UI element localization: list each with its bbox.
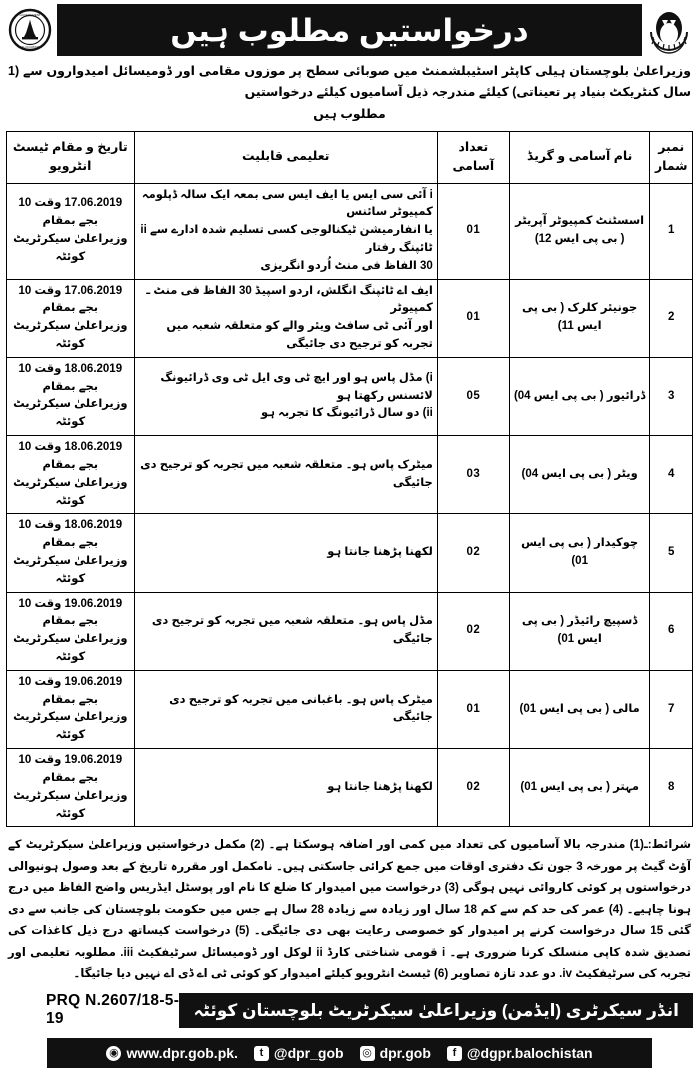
post-grade: ( بی پی ایس 01) (521, 537, 591, 567)
instagram-link[interactable] (360, 1045, 431, 1061)
post-title: ڈرائیور (606, 389, 646, 402)
row-test-date (7, 670, 135, 748)
svg-text:GOVERNMENT: GOVERNMENT (19, 13, 41, 17)
row-post-grade (509, 279, 650, 357)
chief-minister-secretariat-seal-icon (6, 4, 54, 56)
row-serial: 8 (650, 749, 693, 827)
table-body (7, 183, 693, 827)
row-test-date (7, 183, 135, 279)
test-datetime: 18.06.2019 وقت 10 بجے بمقام (18, 519, 123, 550)
test-datetime: 17.06.2019 وقت 10 بجے بمقام (18, 284, 123, 315)
post-title: اسسٹنٹ کمپیوٹر آپریٹر (515, 215, 645, 228)
row-serial: 3 (650, 357, 693, 435)
row-post-grade (509, 436, 650, 514)
row-post-grade (509, 357, 650, 435)
row-vacancy-count: 02 (437, 592, 509, 670)
row-serial: 6 (650, 592, 693, 670)
table-header-row (7, 131, 693, 183)
row-test-date (7, 436, 135, 514)
conditions-section (6, 834, 693, 984)
test-datetime: 19.06.2019 وقت 10 بجے بمقام (18, 754, 123, 784)
svg-text:BALOCHISTAN: BALOCHISTAN (19, 45, 41, 49)
table-row (7, 514, 693, 592)
column-header-test-date: تاریخ و مقام ٹیسٹ انٹرویو (7, 131, 135, 183)
header (6, 4, 693, 56)
row-qualification (134, 514, 437, 592)
row-test-date (7, 592, 135, 670)
prq-number: PRQ N.2607/18-5-19 (46, 992, 180, 1028)
row-post-grade (509, 592, 650, 670)
column-header-post-grade: نام آسامی و گریڈ (509, 131, 650, 183)
row-vacancy-count: 05 (437, 357, 509, 435)
intro-line-1: وزیراعلیٰ بلوچستان ہیلی کاپٹر اسٹیبلشمنٹ میں صوبائی سطح پر موزوں مقامی اور ڈومیسائل امیدواروں سے (1 سال کنٹریکٹ بنیاد پر تعیناتی) کیلئے مندرجہ ذیل آسامیوں کیلئے درخواستیں (8, 64, 691, 100)
column-header-qualification: تعلیمی قابلیت (134, 131, 437, 183)
qualification-line: میٹرک پاس ہو۔ متعلقہ شعبہ میں تجربہ کو ترجیح دی جائیگی (140, 458, 433, 489)
qualification-line: 30 الفاظ فی منٹ اُردو انگریزی (260, 259, 433, 272)
row-post-grade (509, 514, 650, 592)
post-grade: ( بی پی ایس 11) (522, 302, 602, 333)
row-post-grade (509, 670, 650, 748)
qualification-line: اور آئی ٹی سافٹ ویئر والے کو متعلقہ شعبہ میں تجربہ کو ترجیح دی جائیگی (166, 320, 433, 350)
qualification-line: i آئی سی ایس یا ایف ایس سی بمعہ ایک سالہ ڈپلومہ کمپیوٹر سائنس (141, 188, 433, 219)
qualification-line: یا انفارمیشن ٹیکنالوجی کسی تسلیم شدہ ادارے سے ii ٹائپنگ رفتار (140, 224, 433, 254)
test-venue: وزیراعلیٰ سیکرٹریٹ کوئٹہ (13, 476, 128, 507)
facebook-handle: @dgpr.balochistan (466, 1045, 593, 1062)
row-qualification (134, 670, 437, 748)
post-title: جونیئر کلرک (567, 302, 638, 315)
twitter-handle: @dpr_gob (273, 1045, 344, 1062)
test-datetime: 19.06.2019 وقت 10 بجے بمقام (18, 675, 123, 706)
test-datetime: 17.06.2019 وقت 10 بجے بمقام (18, 197, 123, 228)
table-row (7, 183, 693, 279)
row-serial: 5 (650, 514, 693, 592)
test-venue: وزیراعلیٰ سیکرٹریٹ کوئٹہ (13, 320, 128, 350)
test-venue: وزیراعلیٰ سیکرٹریٹ کوئٹہ (13, 789, 128, 820)
qualification-line: لکھنا پڑھنا جانتا ہو (327, 780, 433, 793)
row-test-date (7, 279, 135, 357)
test-venue: وزیراعلیٰ سیکرٹریٹ کوئٹہ (13, 398, 128, 429)
row-vacancy-count: 02 (437, 749, 509, 827)
post-grade: ( بی پی ایس 01) (519, 702, 610, 715)
facebook-link[interactable] (447, 1045, 593, 1061)
post-grade: ( بی پی ایس 04) (513, 389, 604, 402)
page-title: درخواستیں مطلوب ہیں (57, 4, 642, 56)
table-row (7, 436, 693, 514)
post-title: مالی (612, 702, 640, 715)
row-test-date (7, 357, 135, 435)
qualification-line: میٹرک پاس ہو۔ باغبانی میں تجربہ کو ترجیح دی جائیگی (169, 693, 433, 724)
twitter-link[interactable] (254, 1045, 344, 1061)
test-venue: وزیراعلیٰ سیکرٹریٹ کوئٹہ (13, 233, 128, 263)
test-venue: وزیراعلیٰ سیکرٹریٹ کوئٹہ (13, 554, 128, 585)
balochistan-government-emblem-icon (645, 4, 693, 56)
qualification-line: i) مڈل پاس ہو اور ایچ ٹی وی ایل ٹی وی ڈرائیونگ لائسنس رکھتا ہو (160, 371, 433, 402)
post-title: مہتر (613, 780, 639, 793)
row-test-date (7, 514, 135, 592)
test-datetime: 18.06.2019 وقت 10 بجے بمقام (18, 362, 123, 393)
table-row (7, 749, 693, 827)
test-datetime: 18.06.2019 وقت 10 بجے بمقام (18, 441, 123, 471)
post-grade: ( بی پی ایس 12) (534, 233, 625, 246)
instagram-handle: dpr.gob (379, 1045, 431, 1062)
row-post-grade (509, 183, 650, 279)
intro-line-2: مطلوب ہیں (313, 106, 386, 121)
row-test-date (7, 749, 135, 827)
table-row (7, 279, 693, 357)
qualification-line: مڈل پاس ہو۔ متعلقہ شعبہ میں تجربہ کو ترجیح دی جائیگی (151, 615, 433, 646)
jobs-table (6, 131, 693, 828)
post-title: چوکیدار (594, 537, 639, 550)
row-serial: 2 (650, 279, 693, 357)
conditions-label: شرائط:ـ (643, 838, 691, 852)
website-link[interactable] (106, 1045, 237, 1061)
website-label: www.dpr.gob.pk. (126, 1045, 238, 1062)
post-title: ڈسپیچ رائیڈر (567, 615, 638, 628)
intro-paragraph (6, 61, 693, 125)
table-row (7, 670, 693, 748)
row-qualification (134, 357, 437, 435)
test-venue: وزیراعلیٰ سیکرٹریٹ کوئٹہ (13, 633, 128, 663)
row-qualification (134, 279, 437, 357)
table-row (7, 357, 693, 435)
globe-icon: ◉ (106, 1046, 121, 1061)
twitter-icon: t (254, 1046, 269, 1061)
row-vacancy-count: 03 (437, 436, 509, 514)
row-vacancy-count: 01 (437, 183, 509, 279)
post-title: ویٹر (614, 467, 638, 480)
column-header-serial: نمبر شمار (650, 131, 693, 183)
column-header-vacancy-count: تعداد آسامی (437, 131, 509, 183)
row-post-grade (509, 749, 650, 827)
test-venue: وزیراعلیٰ سیکرٹریٹ کوئٹہ (13, 711, 128, 742)
table-row (7, 592, 693, 670)
post-grade: ( بی پی ایس 04) (521, 467, 612, 480)
social-footer (47, 1038, 652, 1068)
conditions-text: (1) مندرجہ بالا آسامیوں کی تعداد میں کمی اور اضافہ ہوسکتا ہے۔ (2) مکمل درخواستیں وزیراعلیٰ سیکرٹریٹ کے آؤٹ گیٹ پر مورخہ 3 جون تک دفتری اوقات میں جمع کرائی جاسکتی ہیں۔ نامکمل اور مقررہ تاریخ کے بعد وصول ہونیوالی درخواستوں پر کوئی کاروائی نہیں ہوگی (3) درخواست میں امیدوار کا ضلع کا نام اور پوسٹل ایڈریس واضح الفاظ میں درج ہونا چاہیے۔ (4) عمر کی حد کم سے کم 18 سال اور زیادہ سے زیادہ 28 سال ہے جس میں حکومت بلوچستان کی جانب سے دی گئی 15 سال درخواست کرنے پر امیدوار کو خصوصی رعایت بھی دی جائیگی۔ (5) درخواست کیساتھ درج ذیل کاغذات کی تصدیق شدہ کاپی منسلک کرنا ضروری ہے۔ i قومی شناختی کارڈ ii لوکل اور ڈومیسائل سرٹیفکیٹ iii. مطلوبہ تعلیمی اور تجربہ کی سرٹیفکیٹ iv. دو عدد تازہ تصاویر (6) ٹیسٹ انٹرویو کیلئے امیدوار کو کوئی ٹی اے ڈی اے نہیں دیا جائیگا۔ (8, 838, 691, 980)
qualification-line: ایف اے ٹائپنگ انگلش، اردو اسپیڈ 30 الفاظ فی منٹ ـ کمپیوٹر (146, 284, 433, 315)
row-serial: 1 (650, 183, 693, 279)
post-grade: ( بی پی ایس 01) (521, 615, 602, 646)
row-serial: 7 (650, 670, 693, 748)
row-vacancy-count: 01 (437, 279, 509, 357)
facebook-icon: f (447, 1046, 462, 1061)
row-vacancy-count: 02 (437, 514, 509, 592)
row-qualification (134, 436, 437, 514)
test-datetime: 19.06.2019 وقت 10 بجے بمقام (18, 597, 123, 628)
qualification-line: ii) دو سال ڈرائیونگ کا تجربہ ہو (261, 407, 433, 420)
row-serial: 4 (650, 436, 693, 514)
instagram-icon: ◎ (360, 1046, 375, 1061)
issuing-authority: انڈر سیکرٹری (ایڈمن) وزیراعلیٰ سیکرٹریٹ بلوچستان کوئٹہ (179, 993, 693, 1028)
row-qualification (134, 749, 437, 827)
post-grade: ( بی پی ایس 01) (520, 780, 611, 793)
row-vacancy-count: 01 (437, 670, 509, 748)
signature-row (6, 992, 693, 1028)
row-qualification (134, 183, 437, 279)
qualification-line: لکھنا پڑھنا جانتا ہو (327, 546, 433, 559)
row-qualification (134, 592, 437, 670)
